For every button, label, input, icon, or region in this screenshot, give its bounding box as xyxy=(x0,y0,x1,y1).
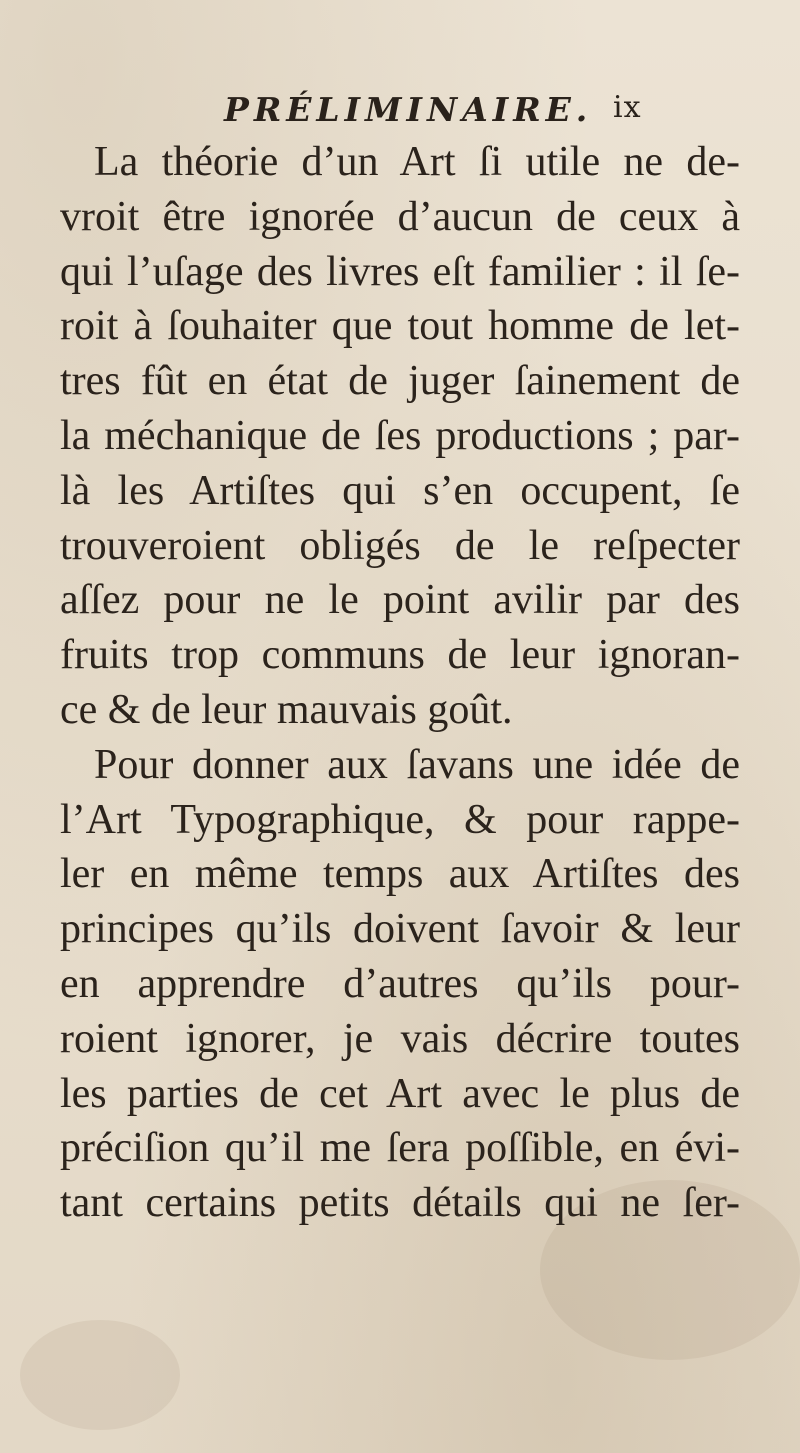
text-line: La théorie d’un Art ſi utile ne de- xyxy=(94,139,740,185)
text-line: qui l’uſage des livres eſt familier : il ſe- xyxy=(60,248,740,295)
text-line: roit à ſouhaiter que tout homme de let- xyxy=(60,303,740,350)
paragraph xyxy=(60,135,740,738)
page-number: ix xyxy=(613,90,642,125)
text-line: roient ignorer, je vais décrire toutes xyxy=(60,1015,740,1062)
paper-stain xyxy=(20,1320,180,1430)
text-line: fruits trop communs de leur ignoran- xyxy=(60,632,740,679)
text-line: trouveroient obligés de le reſpecter xyxy=(60,522,740,569)
text-line: préciſion qu’il me ſera poſſible, en évi- xyxy=(60,1125,740,1172)
text-line: tant certains petits détails qui ne ſer- xyxy=(60,1180,740,1227)
text-line: aſſez pour ne le point avilir par des xyxy=(60,577,740,624)
text-line: les parties de cet Art avec le plus de xyxy=(60,1070,740,1117)
text-line: là les Artiſtes qui s’en occupent, ſe xyxy=(60,467,740,514)
text-line: la méchanique de ſes productions ; par- xyxy=(60,412,740,459)
paragraph xyxy=(60,738,740,1231)
text-line: vroit être ignorée d’aucun de ceux à xyxy=(60,193,740,240)
text-line: tres fût en état de juger ſainement de xyxy=(60,358,740,405)
text-line: ce & de leur mauvais goût. xyxy=(60,686,513,733)
text-line: ler en même temps aux Artiſtes des xyxy=(60,851,740,898)
page-header xyxy=(0,90,800,140)
text-line: l’Art Typographique, & pour rappe- xyxy=(60,796,740,843)
text-line: en apprendre d’autres qu’ils pour- xyxy=(60,960,740,1007)
text-line: principes qu’ils doivent ſavoir & leur xyxy=(60,906,740,953)
text-line: Pour donner aux ſavans une idée de xyxy=(94,741,740,788)
running-title: PRÉLIMINAIRE. xyxy=(224,90,593,129)
body-text xyxy=(60,135,740,1231)
